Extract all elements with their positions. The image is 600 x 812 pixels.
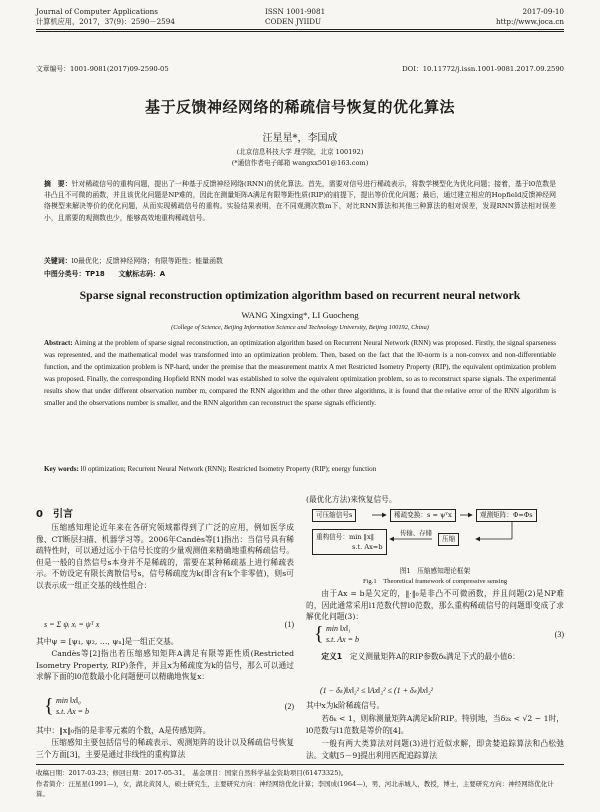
abstract-en-text: Aiming at the problem of sparse signal reconstruction, an optimization algorithm based on Recurrent Neural Network (RNN) was proposed. Firstly, the signal sparseness was represented, and the mathematical model was transformed into an optimization problem. Then, based on the fact that the l0-norm is a non-convex and non-differentiable function, and the optimization problem is NP-hard, under the premise that the measurement matrix A met Restricted Isometry Property (RIP), the equivalent optimization problem was proposed. Finally, the corresponding Hopfield RNN model was established to solve the equivalent optimization problem, so as to reconstruct sparse signals. The experimental results show that under different observation number m, compared the RNN algorithm and the other three algorithms, it is found that the relative error of the RNN algorithm is smaller and the observations number is smaller, and the RNN algorithm can reconstruct the sparse signals efficiently.: [44, 339, 556, 407]
definition-1: [306, 651, 564, 663]
footer-rule: [36, 764, 564, 765]
right-paragraph-2: 其中x为k阶稀疏信号。: [306, 701, 385, 710]
equation-3-line-2: s.t. Ax = b: [326, 635, 360, 644]
figure-1-caption-en: Fig.1 Theoretical framework of compressive sensing: [362, 578, 508, 585]
equation-1-where: 其中ψ = [ψ₁, ψ₂, …, ψₙ]是一组正交基。: [36, 637, 179, 646]
equation-3: [314, 624, 564, 648]
section-heading-intro: 0 引言: [36, 509, 73, 520]
right-paragraph-4: 一般有两大类算法对问题(3)进行近似求解，即贪婪追踪算法和凸松弛法。文献[5－9]提出利用匹配追踪算法: [306, 739, 564, 760]
footer-received: 收稿日期：2017-03-23；修回日期：2017-05-31。 基金项目：国家自然科学基金资助项目(61473325)。: [36, 769, 348, 777]
abstract-cn: [44, 179, 556, 224]
paper-title-cn: 基于反馈神经网络的稀疏信号恢复的优化算法: [144, 98, 455, 116]
intro-paragraph-2: Candès等[2]指出若压缩感知矩阵A满足有限等距性质(Restricted Isometry Property, RIP)条件，并且x为稀疏度为k的信号，那么可以通过求解下面的l0范数最小化问题便可以精确地恢复x：: [36, 649, 294, 682]
equation-2-number: (2): [284, 702, 294, 711]
right-paragraph-1: 由于Ax = b是欠定的，‖·‖₀是非凸不可微函数，并且问题(2)是NP难的，因此通常采用l1范数代替l0范数，那么重构稀疏信号的问题即变成了求解优化问题(3)：: [306, 589, 564, 622]
affiliation-en: (College of Science, Beijing Information Science and Technology University, Beijing 100192, China): [171, 324, 429, 331]
intro-paragraph-4: 压缩感知主要包括信号的稀疏表示、观测矩阵的设计以及稀疏信号恢复三个方面[3]，主要是通过非线性的重构算法: [36, 738, 294, 759]
classification-cn: 中图分类号：TP18 文献标志码：A: [44, 270, 166, 278]
journal-header-left: [36, 7, 175, 26]
authors-en: WANG Xingxing*, LI Guocheng: [241, 310, 359, 320]
equation-1: [44, 617, 294, 635]
keywords-cn-text: l0最优化；反馈神经网络；有限等距性；能量函数: [71, 257, 223, 265]
affiliation-cn: (北京信息科技大学 理学院，北京 100192): [236, 148, 364, 156]
authors-cn: 汪星星*，李国成: [262, 133, 338, 144]
intro-paragraph-3: 其中：‖x‖₀指的是非零元素的个数，A是传感矩阵。: [36, 726, 211, 735]
equation-rip: (1 − δₖ)‖x‖₂² ≤ ‖Ax‖₂² ≤ (1 + δₖ)‖x‖₂²: [320, 686, 434, 695]
figure-box-compressible-signal: 可压缩信号s: [312, 509, 356, 522]
article-id: 文章编号：1001-9081(2017)09-2590-05: [36, 65, 169, 73]
equation-3-number: (3): [554, 630, 564, 639]
abstract-en-label: Abstract:: [44, 339, 73, 347]
header-rule-thin: [36, 31, 564, 32]
right-paragraph-3: 若δₖ < 1，则称测量矩阵A满足k阶RIP。特别地，当δ₂ₖ < √2 − 1时，l0范数与l1范数是等价的[4]。: [306, 714, 564, 735]
figure-label-transmit-store: 传输、存储: [400, 529, 432, 537]
equation-1-body: s = Σ ψᵢ xᵢ = ψᵀ x: [44, 620, 100, 629]
header-rule: [36, 29, 564, 30]
abstract-cn-label: 摘 要：: [44, 180, 72, 188]
issue-date: 2017-09-10: [522, 7, 564, 16]
keywords-cn-label: 关键词：: [44, 257, 72, 265]
doi[interactable]: DOI：10.11772/j.issn.1001-9081.2017.09.2590: [402, 65, 564, 73]
figure-box-reconstruction: [312, 529, 387, 555]
issn: ISSN 1001-9081: [265, 7, 326, 16]
coden: CODEN JYIIDU: [265, 16, 322, 26]
equation-3-brace: {: [314, 623, 324, 645]
figure-box-compress: 压缩: [438, 533, 459, 546]
equation-2-line-1: min ‖x‖₀: [56, 696, 81, 705]
journal-citation-cn: 计算机应用，2017，37(9)：2590－2594: [36, 16, 175, 26]
figure-box-measurement-matrix: 观测矩阵：Φ=Φs: [476, 509, 537, 522]
figure-box-reconstruction-line-2: s.t. Ax=b: [352, 543, 383, 551]
definition-1-label: 定义1: [321, 652, 343, 661]
journal-header-right: [496, 7, 564, 26]
keywords-en-label: Key words:: [44, 465, 79, 473]
equation-1-number: (1): [284, 620, 294, 629]
abstract-cn-text: 针对稀疏信号的重构问题，提出了一种基于反馈神经网络(RNN)的优化算法。首先，需要对信号进行稀疏表示，将数学模型化为优化问题；接着，基于l0范数是非凸且不可微的函数，并且该优化问题是NP难的，因此在测量矩阵A满足有限等距性质(RIP)的前提下，提出等价优化问题；最后，通过建立相应的Hopfield反馈神经网络模型来解决等价的优化问题，从而实现稀疏信号的重构。实验结果表明，在不同观测次数m下，对比RNN算法和其他三种算法的相对误差，发现RNN算法相对误差小，且需要的观测数也少，能够高效地重构稀疏信号。: [44, 180, 556, 222]
intro-paragraph-1: 压缩感知理论近年来在各研究领域都得到了广泛的应用，例如医学成像、CT断层扫描、机器学习等。2006年Candès等[1]指出：当信号具有稀疏特性时，可以通过远小于信号长度的少量观测值来精确地重构稀疏信号。但是一般的自然信号s本身并不是稀疏的，需要在某种稀疏基上进行稀疏表示。不妨设定有限长离散信号s，信号稀疏度为k(即含有k个非零值)，则s可以表示成一组正交基的线性组合：: [36, 523, 294, 590]
keywords-cn: [44, 255, 556, 265]
equation-3-line-1: min ‖x‖₁: [326, 624, 351, 633]
journal-url[interactable]: http://www.joca.cn: [496, 16, 564, 26]
abstract-en: [44, 338, 556, 409]
equation-2-line-2: s.t. Ax = b: [56, 707, 90, 716]
definition-1-text: 定义测量矩阵A的RIP参数δₖ满足下式的最小值δ：: [349, 652, 520, 661]
figure-1-caption-cn: 图1 压缩感知理论框架: [399, 567, 471, 575]
figure-box-reconstruction-line-1: 重构信号：min ‖x‖: [316, 533, 374, 541]
figure-1-diagram: [312, 509, 562, 563]
equation-2-brace: {: [44, 695, 54, 717]
keywords-en-text: l0 optimization; Recurrent Neural Network (RNN); Restricted Isometry Property (RIP); energy function: [80, 465, 377, 473]
footer-author-bio: 作者简介：汪星星(1991—)，女，湖北黄冈人，硕士研究生，主要研究方向：神经网络优化计算；李国成(1964—)，男，河北赤城人，教授，博士，主要研究方向：神经网络优化计算。: [36, 780, 554, 798]
journal-header-center: [265, 7, 325, 26]
journal-name-en: Journal of Computer Applications: [36, 7, 158, 16]
corresponding-email-cn: (*通信作者电子邮箱 wangxx501@163.com): [231, 159, 369, 167]
equation-2: [44, 696, 294, 720]
keywords-en: [44, 465, 556, 473]
figure-box-sparse-transform: 稀疏变换：s = ψᵀx: [390, 509, 456, 522]
right-paragraph-0: (最优化方法)来恢复信号。: [306, 495, 397, 504]
paper-title-en: Sparse signal reconstruction optimization algorithm based on recurrent neural network: [79, 288, 521, 302]
